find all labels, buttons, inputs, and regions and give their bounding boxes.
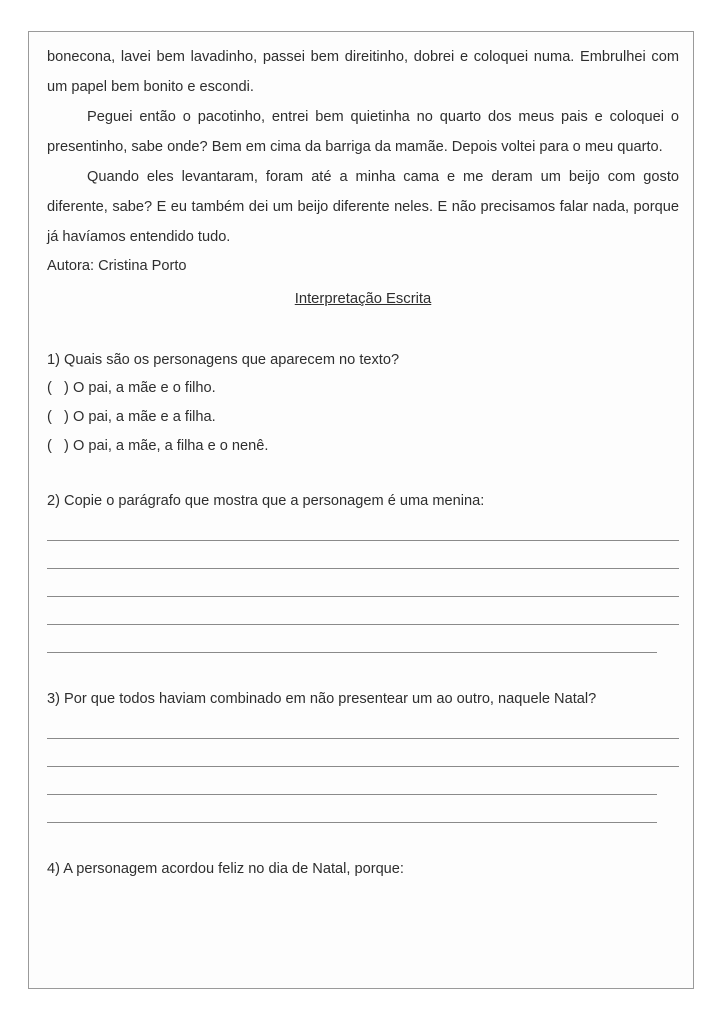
story-paragraph-1: bonecona, lavei bem lavadinho, passei bem direitinho, dobrei e coloquei numa. Embrulhei com um papel bem bonito e escondi. xyxy=(47,49,679,95)
question-block-2 xyxy=(47,487,679,659)
question-block-3 xyxy=(47,685,679,829)
question-3-answer-lines xyxy=(47,717,679,829)
answer-line[interactable] xyxy=(47,547,679,575)
answer-line[interactable] xyxy=(47,575,679,603)
spacer-before-q4 xyxy=(47,829,679,855)
spacer-before-q2 xyxy=(47,461,679,487)
spacer-before-q1 xyxy=(47,312,679,346)
spacer-before-q3 xyxy=(47,659,679,685)
answer-line[interactable] xyxy=(47,801,679,829)
question-2-text: 2) Copie o parágrafo que mostra que a personagem é uma menina: xyxy=(47,493,485,509)
question-3-text: 3) Por que todos haviam combinado em não presentear um ao outro, naquele Natal? xyxy=(47,691,597,707)
answer-line[interactable] xyxy=(47,717,679,745)
worksheet-content xyxy=(47,42,679,883)
question-1-option-3[interactable]: ( ) O pai, a mãe, a filha e o nenê. xyxy=(47,438,269,454)
answer-line[interactable] xyxy=(47,773,679,801)
answer-line[interactable] xyxy=(47,745,679,773)
question-block-1 xyxy=(47,346,679,461)
section-title: Interpretação Escrita xyxy=(294,291,432,307)
worksheet-page xyxy=(28,31,694,989)
answer-line[interactable] xyxy=(47,631,679,659)
author-credit: Autora: Cristina Porto xyxy=(47,258,187,274)
question-block-4 xyxy=(47,855,679,883)
question-1-option-2[interactable]: ( ) O pai, a mãe e a filha. xyxy=(47,409,216,425)
question-2-answer-lines xyxy=(47,519,679,659)
answer-line[interactable] xyxy=(47,603,679,631)
story-paragraph-3: Quando eles levantaram, foram até a minha cama e me deram um beijo com gosto diferente, sabe? E eu também dei um beijo diferente neles. E não precisamos falar nada, porque já havíamos entendido tudo. xyxy=(47,169,679,245)
section-title-container xyxy=(47,286,679,312)
answer-line[interactable] xyxy=(47,519,679,547)
story-paragraph-2: Peguei então o pacotinho, entrei bem quietinha no quarto dos meus pais e coloquei o presentinho, sabe onde? Bem em cima da barriga da mamãe. Depois voltei para o meu quarto. xyxy=(47,109,679,155)
question-4-text: 4) A personagem acordou feliz no dia de Natal, porque: xyxy=(47,861,404,877)
question-1-option-1[interactable]: ( ) O pai, a mãe e o filho. xyxy=(47,380,216,396)
question-1-text: 1) Quais são os personagens que aparecem no texto? xyxy=(47,352,400,368)
